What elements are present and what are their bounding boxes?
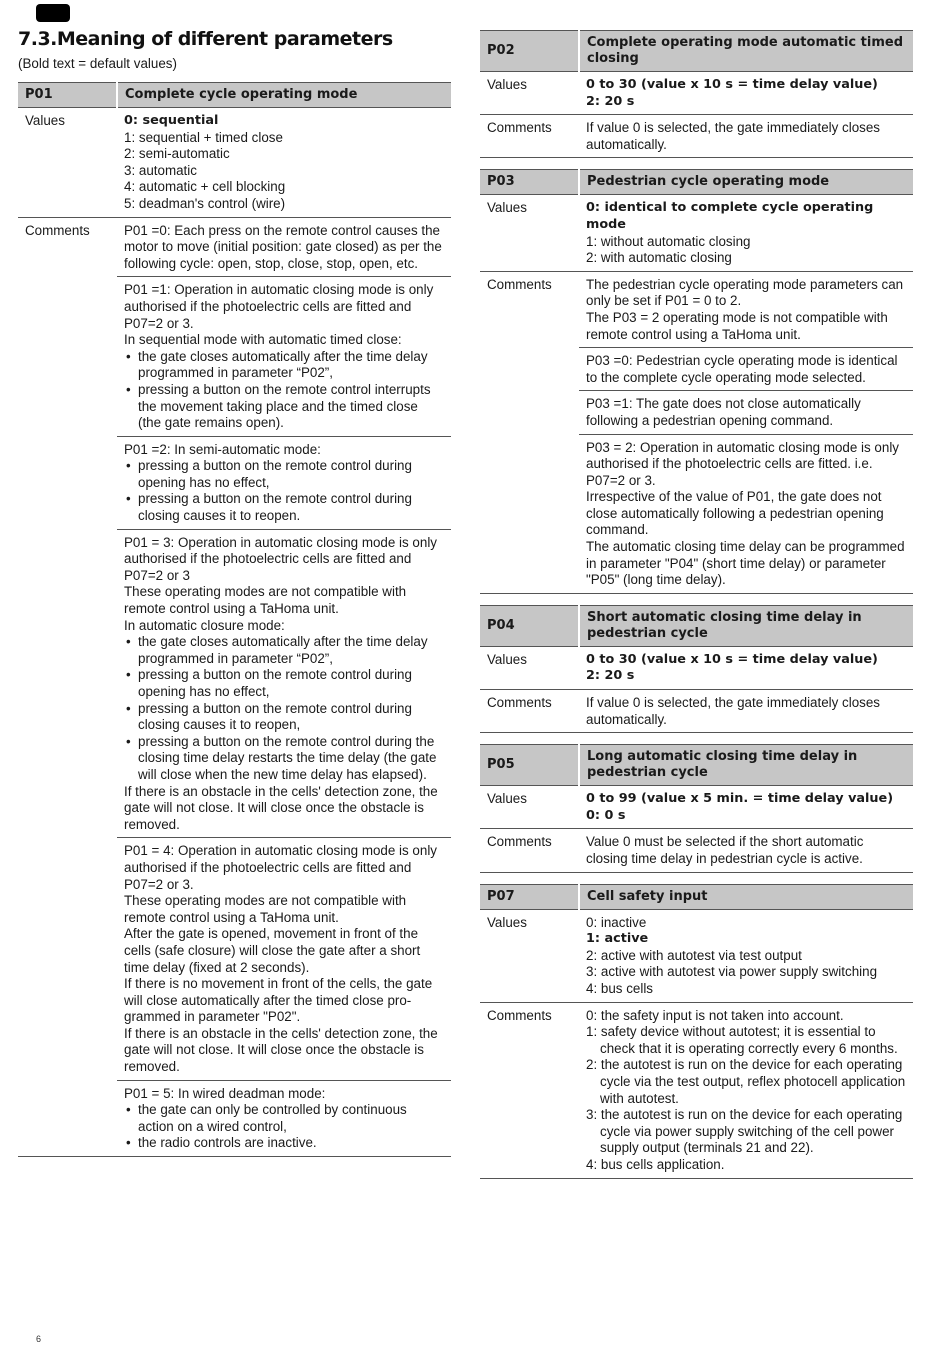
param-table-p05 (480, 744, 913, 872)
comment-text: P01 =1: Operation in automatic closing mode is only authorised if the photoelectric cells are fitted and P07=2 or 3. (124, 282, 434, 331)
comment-row (18, 1080, 451, 1156)
comment-row (480, 391, 913, 434)
comment-row (480, 271, 913, 347)
list-item: 3: the autotest is run on the device for each operating cycle via power supply switching of the cell power supply output (terminals 21 and 22). (586, 1107, 903, 1156)
comment-text: In sequential mode with automatic timed close: (124, 332, 402, 348)
comment-text: P01 = 4: Operation in automatic closing mode is only authorised if the photoelectric cells are fitted and P07=2 or 3. (124, 843, 437, 892)
comment-text: The automatic closing time delay can be programmed in parameter "P04" (short time delay) or parameter "P05" (long time delay). (586, 539, 905, 588)
comment-row (480, 690, 913, 733)
value-option: 2: active with autotest via test output (586, 947, 802, 963)
comment-text: Irrespective of the value of P01, the gate does not close automatically following a pedestrian opening command. (586, 489, 884, 538)
list-item: • pressing a button on the remote control during closing causes it to reopen. (124, 491, 444, 524)
right-column (480, 30, 913, 1190)
list-item: 0: the safety input is not taken into account. (586, 1007, 844, 1023)
value-option: 2: with automatic closing (586, 250, 732, 266)
comment-cell (579, 1002, 913, 1178)
comments-label: Comments (480, 1002, 579, 1178)
list-item: • the gate closes automatically after the time delay programmed in parameter “P02”, (124, 349, 444, 382)
comment-text: The pedestrian cycle operating mode parameters can only be set if P01 = 0 to 2. (586, 276, 904, 309)
values-row (18, 108, 451, 218)
comment-row (18, 277, 451, 436)
param-title: Complete cycle operating mode (117, 83, 451, 108)
comment-row (480, 1002, 913, 1178)
param-code: P02 (480, 31, 579, 72)
param-code: P01 (18, 83, 117, 108)
comment-row (18, 529, 451, 838)
list-item: • pressing a button on the remote control interrupts the movement taking place and the timed close (the gate remains open). (124, 382, 444, 432)
table-header (480, 745, 913, 786)
values-row (480, 195, 913, 271)
comment-text: In automatic closure mode: (124, 617, 285, 633)
table-header (480, 884, 913, 909)
comment-cell (117, 838, 451, 1080)
values-label: Values (18, 108, 117, 218)
comment-cell (117, 277, 451, 436)
param-title: Short automatic closing time delay in pedestrian cycle (579, 605, 913, 646)
param-title: Pedestrian cycle operating mode (579, 170, 913, 195)
values-cell (579, 72, 913, 115)
comment-cell: If value 0 is selected, the gate immediately closes automatically. (579, 690, 913, 733)
comment-text: P01 =2: In semi-automatic mode: (124, 441, 321, 457)
value-option: 4: bus cells (586, 980, 653, 996)
comment-row (480, 829, 913, 872)
comments-label: Comments (480, 690, 579, 733)
comment-cell (117, 529, 451, 838)
value-option: 0 to 99 (value x 5 min. = time delay value) (586, 791, 894, 807)
comment-row (480, 115, 913, 158)
comment-row (18, 838, 451, 1080)
comment-text: P01 = 3: Operation in automatic closing mode is only authorised if the photoelectric cells are fitted and P07=2 or 3 (124, 534, 437, 583)
param-table-p01 (18, 82, 451, 1157)
comment-row (480, 348, 913, 391)
value-option: 0 to 30 (value x 10 s = time delay value) (586, 77, 878, 92)
comment-cell (117, 436, 451, 529)
list-item: • pressing a button on the remote control during the closing time delay restarts the time delay (the gate will close when the new time delay has elapsed). (124, 734, 444, 784)
values-row (480, 786, 913, 829)
default-value: 2: 20 s (586, 668, 635, 684)
comment-cell (117, 217, 451, 277)
param-code: P03 (480, 170, 579, 195)
value-option: 3: active with autotest via power supply switching (586, 964, 878, 980)
comment-cell (579, 271, 913, 347)
list-item: 1: safety device without autotest; it is essential to check that it is operating correctly every 6 months. (586, 1024, 898, 1056)
values-cell (579, 646, 913, 689)
comment-row (18, 217, 451, 277)
values-row (480, 909, 913, 1002)
param-code: P05 (480, 745, 579, 786)
values-label: Values (480, 72, 579, 115)
default-value: 0: identical to complete cycle operating mode (586, 200, 874, 232)
value-option: 4: automatic + cell blocking (124, 179, 286, 195)
default-value: 0: sequential (124, 113, 219, 128)
list-item: 4: bus cells application. (586, 1156, 725, 1172)
value-option: 3: automatic (124, 162, 197, 178)
section-subtitle: (Bold text = default values) (18, 56, 177, 71)
default-value: 0: 0 s (586, 807, 626, 823)
param-table-p04 (480, 605, 913, 733)
values-label: Values (480, 786, 579, 829)
value-option: 2: semi-automatic (124, 146, 230, 162)
value-option: 1: sequential + timed close (124, 129, 283, 145)
list-item: 2: the autotest is run on the device for each operating cycle via the test output, reflex photocell application with autotest. (586, 1057, 906, 1106)
comment-cell: P03 =1: The gate does not close automatically following a pedestrian opening command. (579, 391, 913, 434)
comment-row (480, 434, 913, 593)
bullet-list (124, 634, 444, 783)
left-column (18, 82, 451, 1168)
value-option: 1: without automatic closing (586, 233, 751, 249)
table-header (18, 83, 451, 108)
param-table-p02 (480, 30, 913, 158)
comment-cell: P03 =0: Pedestrian cycle operating mode is identical to the complete cycle operating mode selected. (579, 348, 913, 391)
language-tab (36, 4, 70, 22)
table-header (480, 31, 913, 72)
list-item: • the radio controls are inactive. (124, 1135, 444, 1152)
param-title: Cell safety input (579, 884, 913, 909)
list-item: • pressing a button on the remote control during opening has no effect, (124, 458, 444, 491)
values-cell (579, 195, 913, 271)
numbered-list (586, 1008, 906, 1174)
comment-cell: Value 0 must be selected if the short automatic closing time delay in pedestrian cycle is active. (579, 829, 913, 872)
values-row (480, 646, 913, 689)
bullet-list (124, 1102, 444, 1152)
comment-cell: If value 0 is selected, the gate immediately closes automatically. (579, 115, 913, 158)
values-cell (117, 108, 451, 218)
values-label: Values (480, 195, 579, 271)
default-value: 1: active (586, 931, 649, 947)
page-number: 6 (36, 1334, 42, 1344)
param-table-p03 (480, 169, 913, 593)
comment-text: P01 =0: Each press on the remote control causes the motor to move (initial position: gate closed) as per the following cycle: open, stop, close, stop, open, etc. (124, 222, 442, 271)
comments-label: Comments (25, 222, 90, 238)
comment-text: If there is an obstacle in the cells' detection zone, the gate will not close. It will close once the obstacle is removed. (124, 1025, 438, 1075)
param-code: P07 (480, 884, 579, 909)
values-row (480, 72, 913, 115)
table-header (480, 605, 913, 646)
list-item: • the gate closes automatically after the time delay programmed in parameter “P02”, (124, 634, 444, 667)
comment-cell (579, 434, 913, 593)
param-title: Complete operating mode automatic timed closing (579, 31, 913, 72)
comment-text: These operating modes are not compatible with remote control using a TaHoma unit. (124, 893, 407, 925)
values-label: Values (480, 646, 579, 689)
list-item: • pressing a button on the remote control during closing causes it to reopen, (124, 701, 444, 734)
param-table-p07 (480, 884, 913, 1179)
param-title: Long automatic closing time delay in pedestrian cycle (579, 745, 913, 786)
comment-text: P03 = 2: Operation in automatic closing mode is only authorised if the photoelectric cells are fitted. i.e. P07=2 or 3. (586, 439, 899, 488)
list-item: • the gate can only be controlled by continuous action on a wired control, (124, 1102, 444, 1135)
default-value: 2: 20 s (586, 93, 635, 109)
comment-text: After the gate is opened, movement in front of the cells (safe closure) will close the gate after a short time delay (fixed at 2 seconds). (124, 926, 421, 975)
bullet-list (124, 458, 444, 524)
comment-text: If there is an obstacle in the cells' detection zone, the gate will not close. It will close once the obstacle is removed. (124, 783, 438, 832)
comment-cell (117, 1080, 451, 1156)
comments-label: Comments (480, 115, 579, 158)
values-cell (579, 786, 913, 829)
value-option: 5: deadman's control (wire) (124, 195, 286, 211)
comment-row (18, 436, 451, 529)
comments-label: Comments (480, 829, 579, 872)
comment-text: P01 = 5: In wired deadman mode: (124, 1085, 326, 1101)
comments-label: Comments (487, 276, 552, 292)
bullet-list (124, 349, 444, 432)
list-item: • pressing a button on the remote control during opening has no effect, (124, 667, 444, 700)
values-cell (579, 909, 913, 1002)
comment-text: The P03 = 2 operating mode is not compatible with remote control using a TaHoma unit. (586, 309, 888, 342)
section-title: 7.3.Meaning of different parameters (18, 28, 393, 50)
values-label: Values (480, 909, 579, 1002)
comment-text: These operating modes are not compatible with remote control using a TaHoma unit. (124, 584, 407, 617)
table-header (480, 170, 913, 195)
value-option: 0: inactive (586, 914, 647, 930)
param-code: P04 (480, 605, 579, 646)
value-option: 0 to 30 (value x 10 s = time delay value) (586, 651, 878, 667)
comment-text: If there is no movement in front of the cells, the gate will close automatically after the timed close pro-grammed in parameter "P02". (124, 976, 433, 1025)
